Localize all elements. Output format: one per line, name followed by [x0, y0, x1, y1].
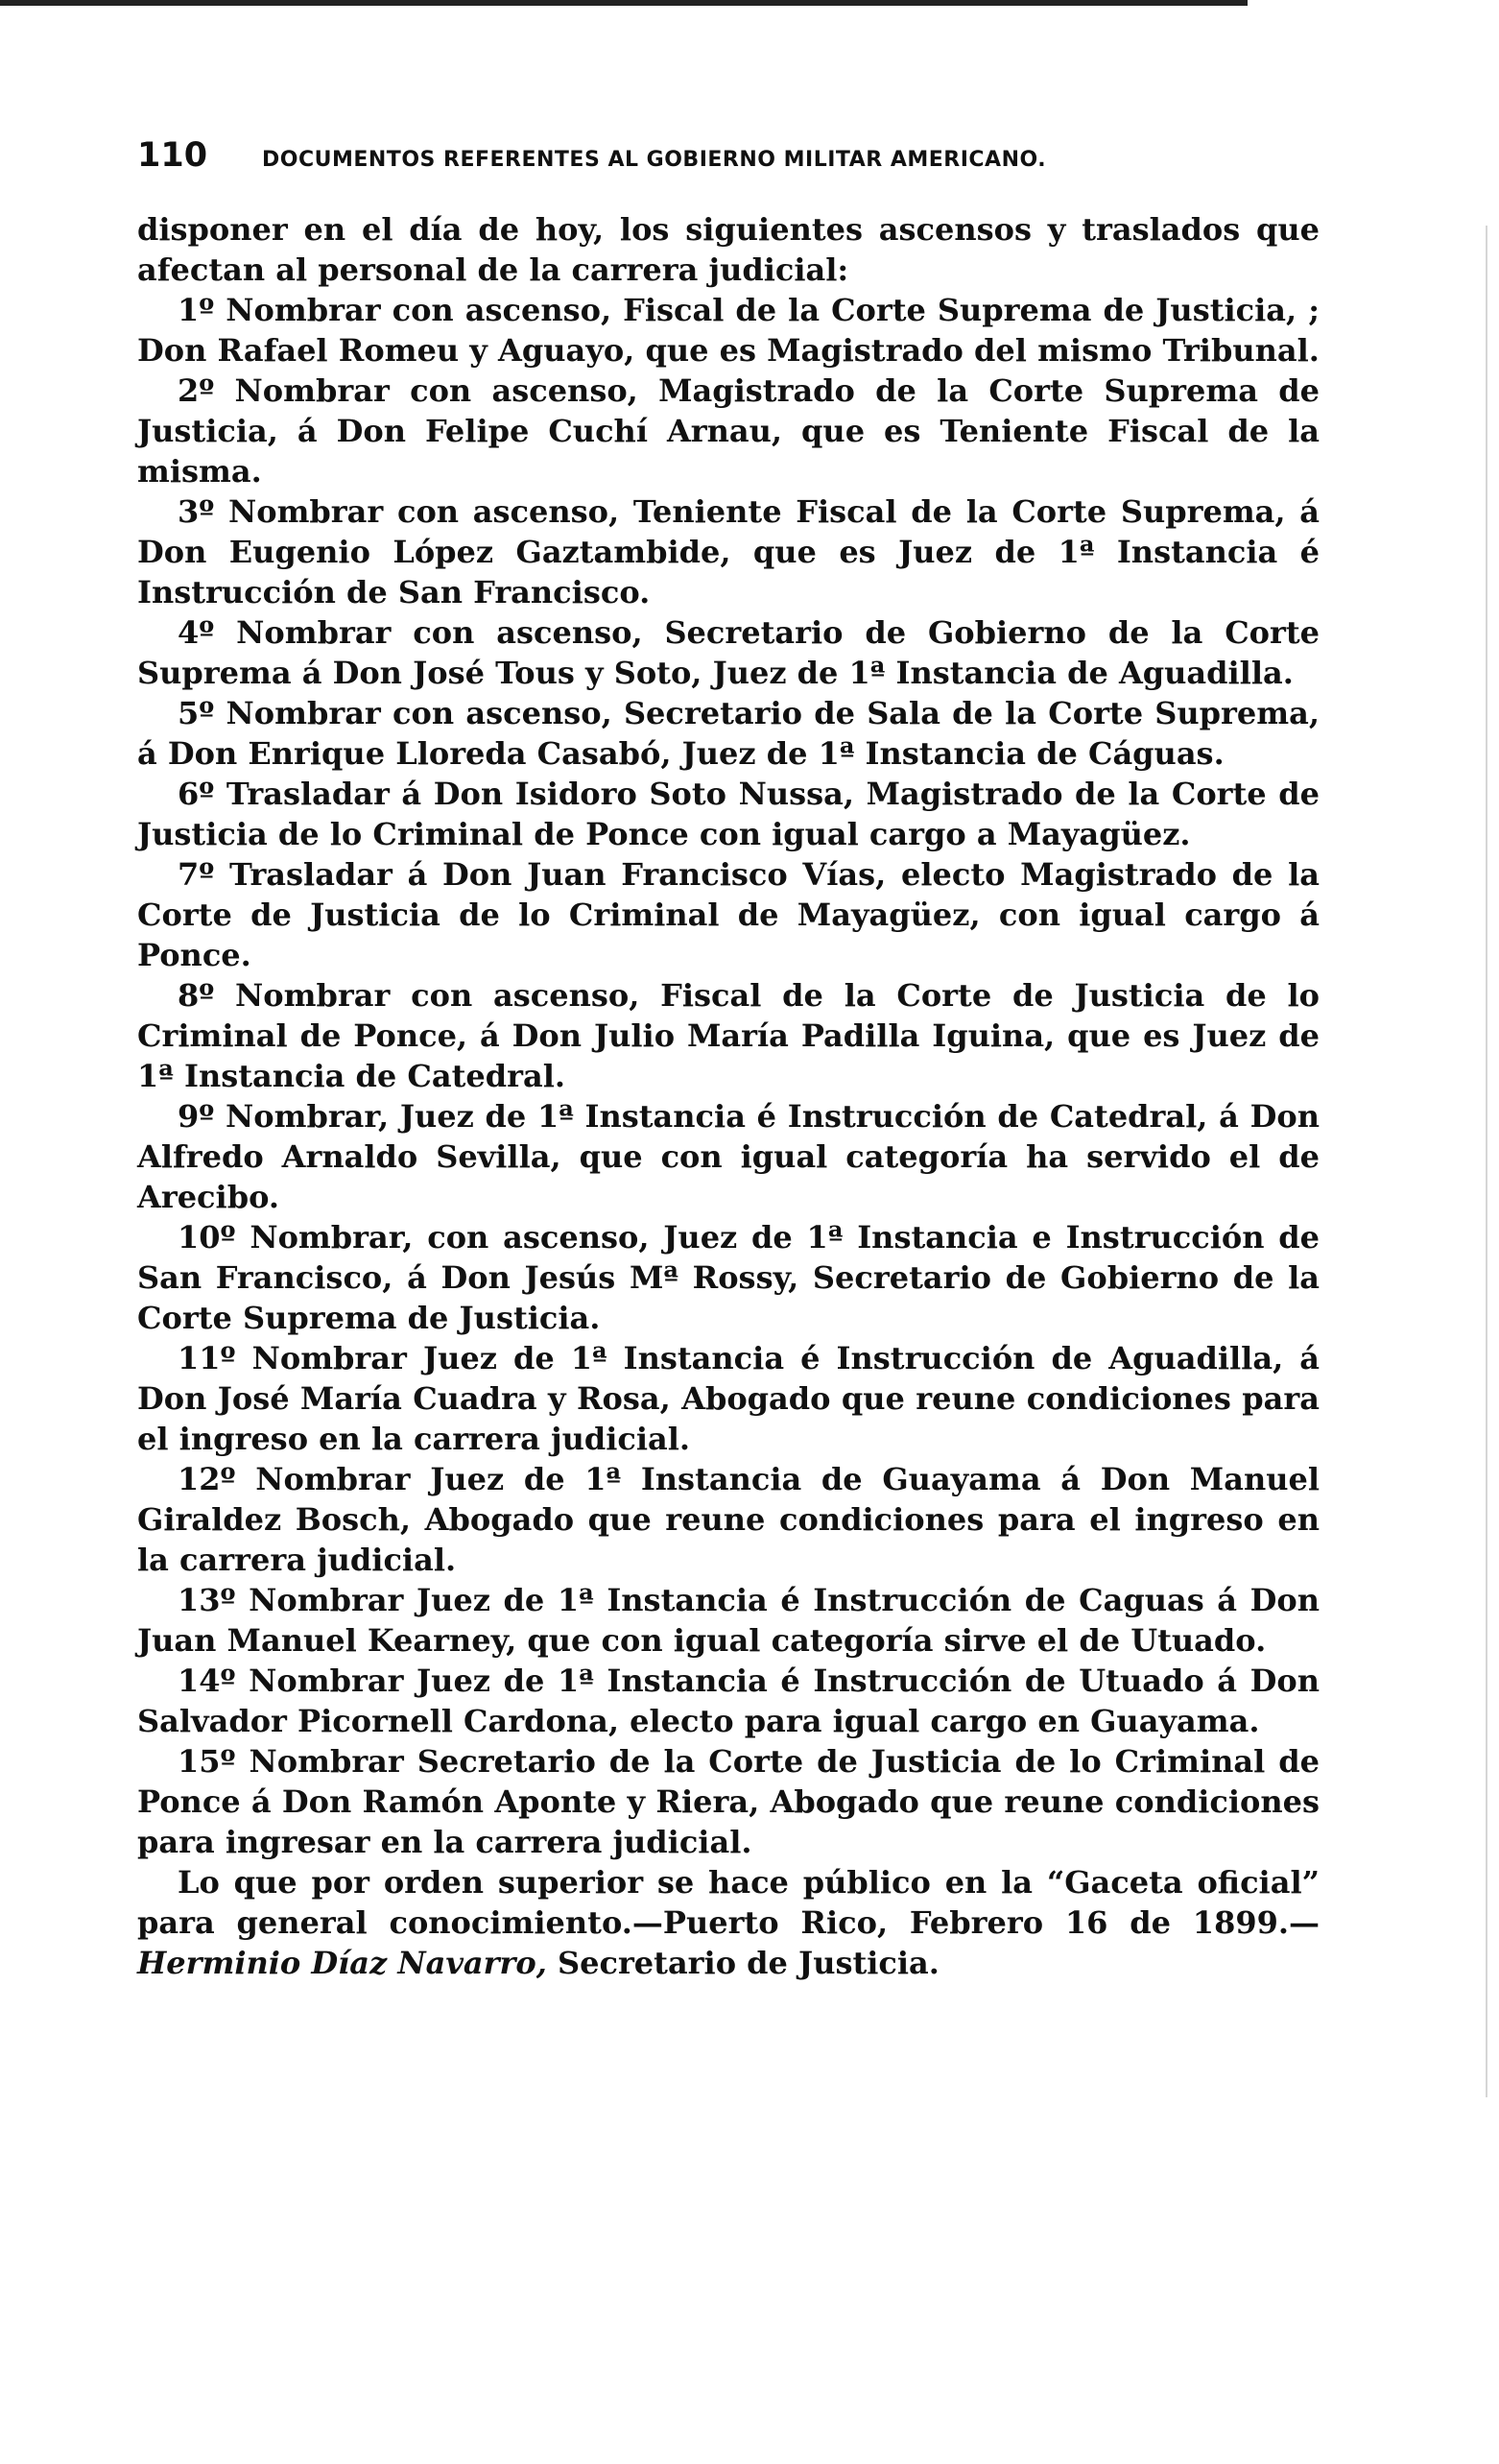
list-item: 6º Trasladar á Don Isidoro Soto Nussa, Magistrado de la Corte de Justicia de lo Criminal de Ponce con igual cargo a Mayagüez.	[137, 776, 1320, 852]
closing-paragraph	[137, 1862, 1320, 1983]
list-item: 2º Nombrar con ascenso, Magistrado de la Corte Suprema de Justicia, á Don Felipe Cuchí Arnau, que es Teniente Fiscal de la misma.	[137, 372, 1320, 490]
signer-name: Herminio Díaz Navarro,	[137, 1945, 547, 1981]
list-item: 13º Nombrar Juez de 1ª Instancia é Instrucción de Caguas á Don Juan Manuel Kearney, que con igual categoría sirve el de Utuado.	[137, 1582, 1320, 1659]
page-header	[137, 136, 1320, 184]
list-item: 8º Nombrar con ascenso, Fiscal de la Corte de Justicia de lo Criminal de Ponce, á Don Julio María Padilla Iguina, que es Juez de 1ª Instancia de Catedral.	[137, 977, 1320, 1094]
list-item: 11º Nombrar Juez de 1ª Instancia é Instrucción de Aguadilla, á Don José María Cuadra y Rosa, Abogado que reune condiciones para el ingreso en la carrera judicial.	[137, 1340, 1320, 1457]
list-item: 4º Nombrar con ascenso, Secretario de Gobierno de la Corte Suprema á Don José Tous y Soto, Juez de 1ª Instancia de Aguadilla.	[137, 614, 1320, 691]
intro-paragraph: disponer en el día de hoy, los siguientes ascensos y traslados que afectan al personal de la carrera judicial:	[137, 211, 1320, 288]
list-item: 1º Nombrar con ascenso, Fiscal de la Corte Suprema de Justicia, ; Don Rafael Romeu y Aguayo, que es Magistrado del mismo Tribunal.	[137, 292, 1320, 369]
signer-title: Secretario de Justicia.	[546, 1945, 940, 1981]
list-item: 9º Nombrar, Juez de 1ª Instancia é Instrucción de Catedral, á Don Alfredo Arnaldo Sevilla, que con igual categoría ha servido el de Arecibo.	[137, 1098, 1320, 1215]
page-number: 110	[137, 136, 208, 175]
list-item: 15º Nombrar Secretario de la Corte de Justicia de lo Criminal de Ponce á Don Ramón Aponte y Riera, Abogado que reune condiciones para ingresar en la carrera judicial.	[137, 1743, 1320, 1860]
running-head: DOCUMENTOS REFERENTES AL GOBIERNO MILITAR AMERICANO.	[262, 148, 1047, 172]
document-page	[137, 136, 1320, 1983]
list-item: 5º Nombrar con ascenso, Secretario de Sala de la Corte Suprema, á Don Enrique Lloreda Casabó, Juez de 1ª Instancia de Cáguas.	[137, 695, 1320, 772]
list-item: 7º Trasladar á Don Juan Francisco Vías, electo Magistrado de la Corte de Justicia de lo Criminal de Mayagüez, con igual cargo á Ponce.	[137, 856, 1320, 973]
binding-edge-line	[1486, 226, 1487, 2097]
list-item: 14º Nombrar Juez de 1ª Instancia é Instrucción de Utuado á Don Salvador Picornell Cardona, electo para igual cargo en Guayama.	[137, 1663, 1320, 1739]
closing-text: Lo que por orden superior se hace público en la “Gaceta oficial” para general conocimiento.—Puerto Rico, Febrero 16 de 1899.—	[137, 1864, 1320, 1941]
list-item: 12º Nombrar Juez de 1ª Instancia de Guayama á Don Manuel Giraldez Bosch, Abogado que reune condiciones para el ingreso en la carrera judicial.	[137, 1461, 1320, 1578]
top-rule	[0, 0, 1248, 6]
list-item: 10º Nombrar, con ascenso, Juez de 1ª Instancia e Instrucción de San Francisco, á Don Jesús Mª Rossy, Secretario de Gobierno de la Corte Suprema de Justicia.	[137, 1219, 1320, 1336]
list-item: 3º Nombrar con ascenso, Teniente Fiscal de la Corte Suprema, á Don Eugenio López Gaztambide, que es Juez de 1ª Instancia é Instrucción de San Francisco.	[137, 493, 1320, 610]
body-text	[137, 209, 1320, 1983]
